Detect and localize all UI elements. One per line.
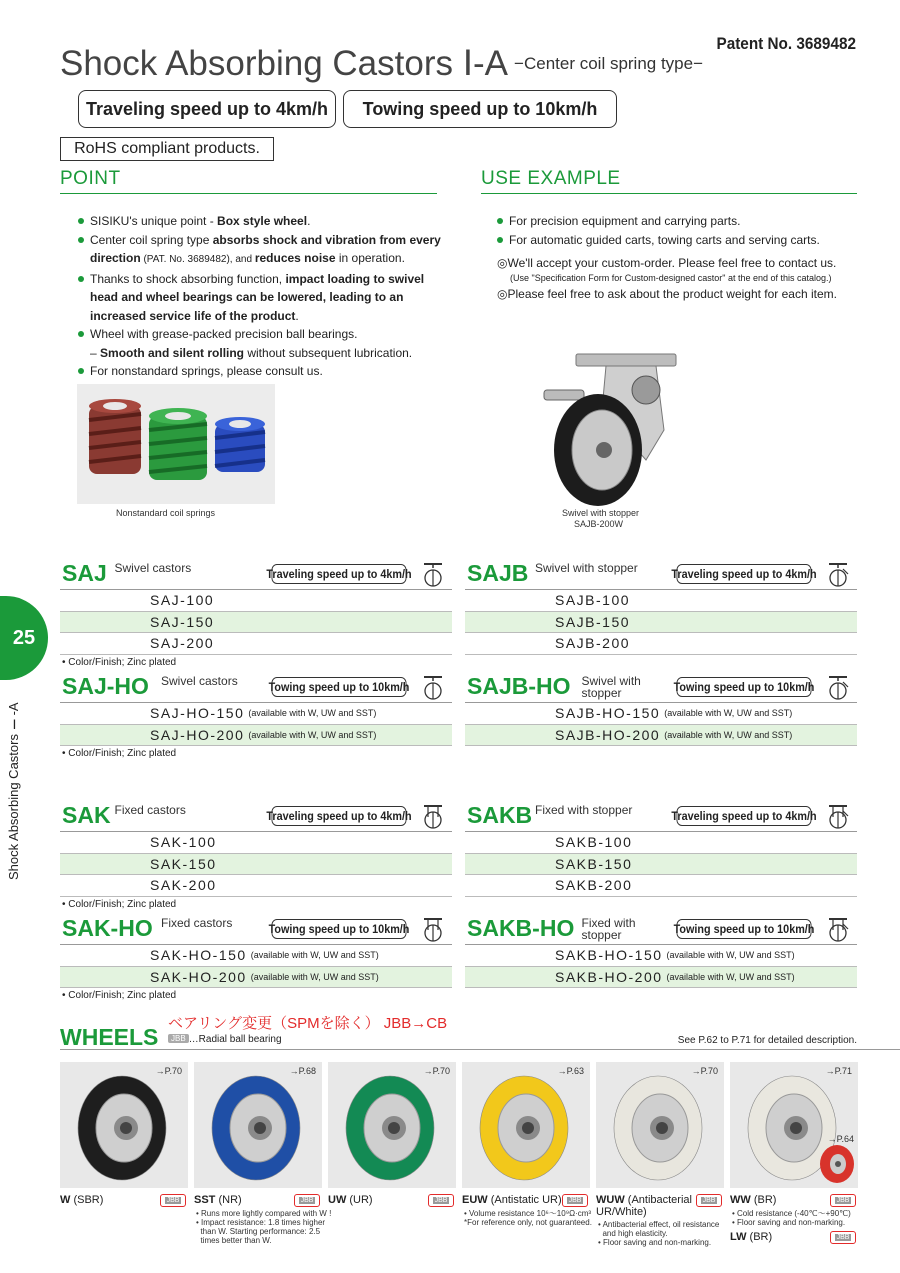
- jbb-badge: JBB: [696, 1194, 722, 1207]
- speed-pill: Traveling speed up to 4km/h: [677, 806, 812, 826]
- bearing-change-note: ベアリング変更（SPMを除く） JBB→CB: [168, 1015, 448, 1032]
- green-spring-icon: [149, 408, 207, 480]
- page-ref: →P.71: [825, 1066, 852, 1076]
- jbb-badge: JBB: [830, 1231, 856, 1244]
- series-sajb-ho: [465, 673, 857, 746]
- coil-springs-photo: [77, 384, 275, 504]
- page-ref: →P.70: [423, 1066, 450, 1076]
- model-row: SAJB-HO-150 (available with W, UW and SST): [465, 703, 857, 725]
- fixed-stopper-icon: [827, 803, 849, 830]
- page-ref: →P.68: [289, 1066, 316, 1076]
- model-row: SAJ-200: [60, 633, 452, 655]
- speed-pill: Traveling speed up to 4km/h: [272, 564, 407, 584]
- point-item: Wheel with grease-packed precision ball bearings. – Smooth and silent rolling without subsequent lubrication.: [78, 325, 448, 362]
- wheel-name-euw: EUW (Antistatic UR): [462, 1194, 562, 1206]
- page-ref: →P.70: [155, 1066, 182, 1076]
- wheel-name-uw: UW (UR): [328, 1194, 373, 1206]
- wheel-icon: [596, 1062, 724, 1188]
- wheel-icon: [194, 1062, 322, 1188]
- series-sakb: [465, 802, 857, 897]
- point-item: For nonstandard springs, please consult us.: [78, 362, 448, 381]
- series-description: Swivel with stopper: [535, 561, 638, 575]
- springs-caption: Nonstandard coil springs: [116, 508, 216, 518]
- rohs-box: RoHS compliant products.: [60, 137, 274, 161]
- point-item: Center coil spring type absorbs shock and vibration from every direction (PAT. No. 3689482), and reduces noise in operation.: [78, 231, 448, 270]
- model-row: SAJB-200: [465, 633, 857, 655]
- red-spring-icon: [89, 399, 141, 474]
- speed-pill: Towing speed up to 10km/h: [677, 919, 812, 939]
- side-section-label: Shock Absorbing Castors Ⅰ-A: [6, 702, 21, 880]
- wheel-photo-uw: [328, 1062, 456, 1188]
- blue-spring-icon: [215, 417, 265, 472]
- use-list: [497, 212, 857, 249]
- wheel-name-ww: WW (BR): [730, 1194, 777, 1206]
- model-row: SAJB-100: [465, 590, 857, 612]
- speed-pill: Towing speed up to 10km/h: [272, 919, 407, 939]
- wheel-photo-wuw: [596, 1062, 724, 1188]
- castor-photo: [536, 350, 686, 508]
- swivel-stopper-icon: [827, 674, 849, 701]
- speed-pill: Towing speed up to 10km/h: [677, 677, 812, 697]
- wheel-name-wuw: WUW (Antibacterial UR/White): [596, 1194, 692, 1218]
- model-row: SAJ-HO-200 (available with W, UW and SST): [60, 725, 452, 747]
- model-row: SAJ-HO-150 (available with W, UW and SST): [60, 703, 452, 725]
- series-code: SAJB-HO: [467, 673, 571, 699]
- wheel-icon: [60, 1062, 188, 1188]
- finish-note: • Color/Finish; Zinc plated: [62, 748, 177, 759]
- page-number-tab: 25: [0, 596, 48, 680]
- page-subtitle: −Center coil spring type−: [514, 54, 704, 73]
- finish-note: • Color/Finish; Zinc plated: [62, 990, 177, 1001]
- model-row: SAKB-150: [465, 854, 857, 876]
- model-row: SAK-150: [60, 854, 452, 876]
- wheel-notes: • Antibacterial effect, oil resistance and high elasticity. • Floor saving and non-marking.: [598, 1220, 720, 1247]
- series-description: Fixed with stopper: [581, 916, 636, 942]
- castor-caption: Swivel with stopper: [562, 508, 640, 518]
- point-item: Thanks to shock absorbing function, impact loading to swivel head and wheel bearings can be lowered, leading to an increased service life of the product.: [78, 270, 448, 326]
- series-saj: [60, 560, 452, 668]
- jbb-legend: JBB …Radial ball bearing: [168, 1034, 282, 1045]
- series-code: SAK: [62, 802, 111, 828]
- wheel-icon: [328, 1062, 456, 1188]
- series-code: SAK-HO: [62, 915, 153, 941]
- traveling-speed-pill: Traveling speed up to 4km/h: [78, 90, 336, 128]
- jbb-badge: JBB: [562, 1194, 588, 1207]
- wheels-heading: WHEELS: [60, 1024, 159, 1050]
- model-row: SAK-HO-150 (available with W, UW and SST): [60, 945, 452, 967]
- point-heading: POINT: [60, 168, 437, 194]
- wheel-notes: • Runs more lightly compared with W ! • Impact resistance: 1.8 times higher than W. Starting performance: 2.5 times better than W.: [196, 1209, 332, 1245]
- weight-note: ◎Please feel free to ask about the product weight for each item.: [497, 287, 837, 301]
- wheel-photo-sst: [194, 1062, 322, 1188]
- jbb-badge: JBB: [294, 1194, 320, 1207]
- point-list: [78, 212, 448, 381]
- model-row: SAJB-HO-200 (available with W, UW and SST): [465, 725, 857, 747]
- wheel-name-sst: SST (NR): [194, 1194, 242, 1206]
- model-row: SAJ-150: [60, 612, 452, 634]
- speed-pill: Traveling speed up to 4km/h: [272, 806, 407, 826]
- use-item: For automatic guided carts, towing carts and serving carts.: [497, 231, 857, 250]
- castor-model: SAJB-200W: [574, 519, 624, 529]
- model-row: SAKB-HO-200 (available with W, UW and SST): [465, 967, 857, 989]
- patent-number: Patent No. 3689482: [716, 34, 856, 53]
- jbb-badge: JBB: [428, 1194, 454, 1207]
- series-description: Swivel castors: [114, 561, 192, 575]
- see-pages-note: See P.62 to P.71 for detailed description.: [677, 1035, 857, 1046]
- series-description: Fixed with stopper: [535, 803, 633, 817]
- series-code: SAJ-HO: [62, 673, 149, 699]
- page-title: Shock Absorbing Castors Ⅰ-A $^{-Center coil spring type-}$: [60, 44, 704, 83]
- series-saj-ho: [60, 673, 452, 759]
- series-sakb-ho: [465, 915, 857, 988]
- fixed-icon: [422, 803, 444, 830]
- fixed-stopper-icon: [827, 916, 849, 943]
- finish-note: • Color/Finish; Zinc plated: [62, 898, 177, 910]
- series-description: Swivel castors: [161, 674, 238, 688]
- towing-speed-pill: Towing speed up to 10km/h: [343, 90, 617, 128]
- model-row: SAK-HO-200 (available with W, UW and SST): [60, 967, 452, 989]
- model-row: SAKB-HO-150 (available with W, UW and SST): [465, 945, 857, 967]
- series-sak: [60, 802, 452, 910]
- series-description: Swivel with stopper: [581, 674, 641, 700]
- wheel-photo-ww: →P.71 →P.64: [730, 1062, 858, 1188]
- finish-note: • Color/Finish; Zinc plated: [62, 656, 177, 668]
- page-ref: →P.63: [557, 1066, 584, 1076]
- stopper-lever-icon: [544, 390, 584, 400]
- wheel-photo-euw: [462, 1062, 590, 1188]
- page-ref: →P.70: [691, 1066, 718, 1076]
- model-row: SAKB-200: [465, 875, 857, 897]
- series-description: Fixed castors: [161, 916, 233, 930]
- speed-pill: Traveling speed up to 4km/h: [677, 564, 812, 584]
- speed-pill: Towing speed up to 10km/h: [272, 677, 407, 697]
- series-sajb: [465, 560, 857, 655]
- model-row: SAK-200: [60, 875, 452, 897]
- custom-order-subnote: (Use "Specification Form for Custom-designed castor" at the end of this catalog.): [510, 273, 832, 283]
- lw-wheel-icon: [818, 1144, 856, 1184]
- jbb-badge: JBB: [830, 1194, 856, 1207]
- jbb-badge: JBB: [160, 1194, 186, 1207]
- series-code: SAJB: [467, 560, 529, 586]
- model-row: SAKB-100: [465, 832, 857, 854]
- model-row: SAJ-100: [60, 590, 452, 612]
- series-code: SAKB: [467, 802, 533, 828]
- wheel-icon: [462, 1062, 590, 1188]
- series-code: SAKB-HO: [467, 915, 575, 941]
- wheel-name-lw: LW (BR): [730, 1231, 773, 1243]
- point-item: SISIKU's unique point - Box style wheel.: [78, 212, 448, 231]
- model-row: SAK-100: [60, 832, 452, 854]
- use-example-heading: USE EXAMPLE: [481, 168, 857, 194]
- wheel-photo-w: [60, 1062, 188, 1188]
- series-description: Fixed castors: [114, 803, 186, 817]
- wheel-notes: • Volume resistance 10⁶～10⁹Ω·cm³ *For reference only, not guaranteed.: [464, 1209, 592, 1227]
- wheel-name-w: W (SBR): [60, 1194, 104, 1206]
- custom-order-note: ◎We'll accept your custom-order. Please feel free to contact us.: [497, 256, 837, 270]
- jbb-badge: JBB: [168, 1034, 189, 1043]
- swivel-icon: [422, 674, 444, 701]
- series-sak-ho: [60, 915, 452, 1001]
- model-row: SAJB-150: [465, 612, 857, 634]
- series-code: SAJ: [62, 560, 107, 586]
- use-item: For precision equipment and carrying parts.: [497, 212, 857, 231]
- fixed-icon: [422, 916, 444, 943]
- wheel-notes: • Cold resistance (-40℃～+90℃) • Floor saving and non-marking.: [732, 1209, 851, 1227]
- swivel-icon: [422, 561, 444, 588]
- swivel-stopper-icon: [827, 561, 849, 588]
